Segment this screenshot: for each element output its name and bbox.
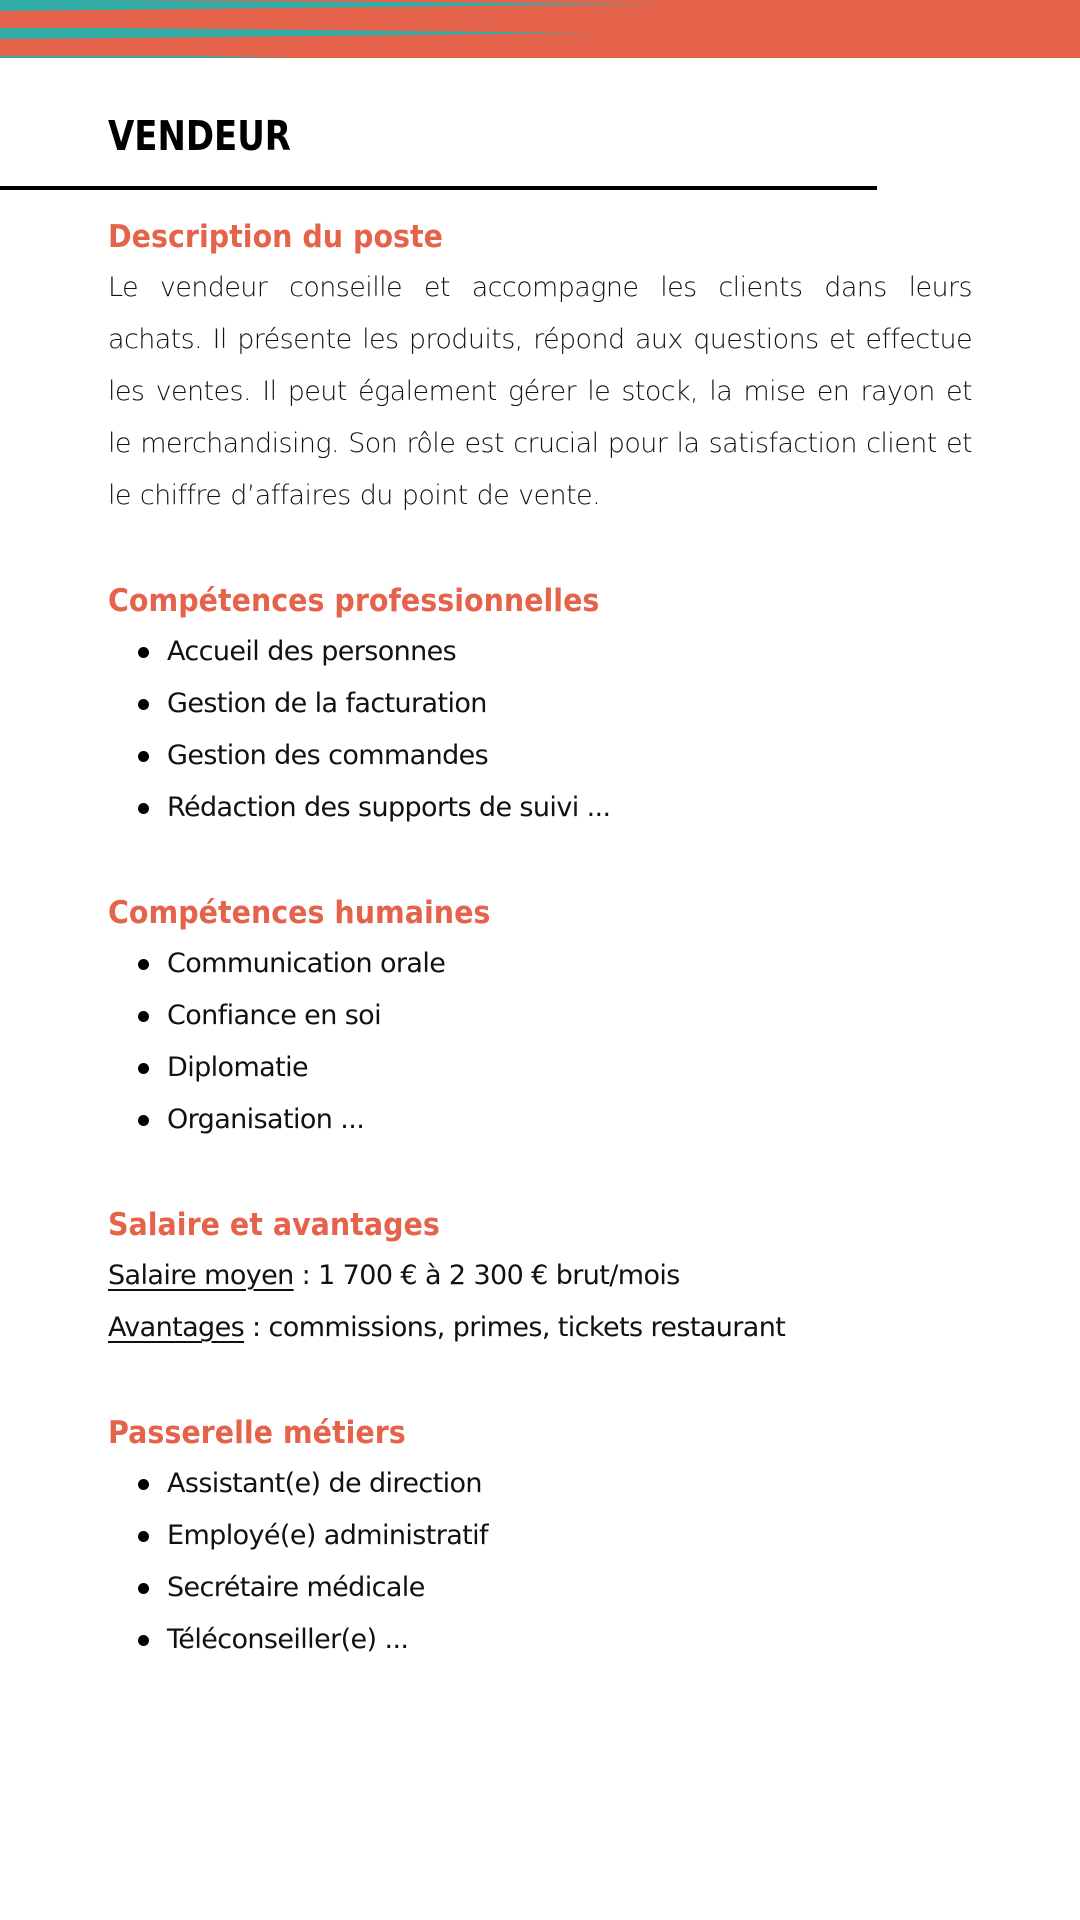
list-item: Rédaction des supports de suivi ... — [108, 782, 972, 834]
professional-skills-list — [108, 626, 972, 834]
section-salary — [108, 1200, 972, 1354]
bullet-icon — [138, 1479, 149, 1490]
bullet-icon — [138, 803, 149, 814]
list-item: Communication orale — [108, 938, 972, 990]
title-divider — [0, 186, 877, 190]
section-career-bridges — [108, 1408, 972, 1666]
section-heading: Description du poste — [108, 219, 444, 255]
bullet-icon — [138, 1063, 149, 1074]
list-item: Organisation ... — [108, 1094, 972, 1146]
salary-line — [108, 1250, 972, 1302]
bullet-icon — [138, 1583, 149, 1594]
page-title: VENDEUR — [108, 112, 291, 160]
bullet-icon — [138, 647, 149, 658]
list-item: Diplomatie — [108, 1042, 972, 1094]
list-item: Téléconseiller(e) ... — [108, 1614, 972, 1666]
salary-label: Salaire moyen — [108, 1260, 294, 1291]
list-item: Confiance en soi — [108, 990, 972, 1042]
bullet-icon — [138, 1011, 149, 1022]
bullet-icon — [138, 699, 149, 710]
section-description — [108, 212, 972, 522]
description-text: Le vendeur conseille et accompagne les clients dans leurs achats. Il présente les produits, répond aux questions et effectue les ventes. Il peut également gérer le stock, la mise en rayon et le merchandising. Son rôle est crucial pour la satisfaction client et le chiffre d’affaires du point de vente. — [108, 272, 972, 511]
bullet-icon — [138, 751, 149, 762]
list-item: Assistant(e) de direction — [108, 1458, 972, 1510]
benefits-label: Avantages — [108, 1312, 245, 1343]
bullet-icon — [138, 1531, 149, 1542]
section-heading: Salaire et avantages — [108, 1207, 440, 1243]
bullet-icon — [138, 959, 149, 970]
section-human-skills — [108, 888, 972, 1146]
list-item: Accueil des personnes — [108, 626, 972, 678]
list-item: Employé(e) administratif — [108, 1510, 972, 1562]
section-heading: Compétences professionnelles — [108, 583, 600, 619]
list-item: Gestion de la facturation — [108, 678, 972, 730]
section-heading: Passerelle métiers — [108, 1415, 406, 1451]
human-skills-list — [108, 938, 972, 1146]
decorative-stripes-icon — [0, 0, 1080, 58]
benefits-value: : commissions, primes, tickets restaurant — [244, 1312, 786, 1343]
header-band — [0, 0, 1080, 58]
bullet-icon — [138, 1635, 149, 1646]
career-bridges-list — [108, 1458, 972, 1666]
section-professional-skills — [108, 576, 972, 834]
list-item: Gestion des commandes — [108, 730, 972, 782]
salary-value: : 1 700 € à 2 300 € brut/mois — [293, 1260, 680, 1291]
list-item: Secrétaire médicale — [108, 1562, 972, 1614]
section-heading: Compétences humaines — [108, 895, 491, 931]
bullet-icon — [138, 1115, 149, 1126]
benefits-line — [108, 1302, 972, 1354]
job-sheet-content — [108, 212, 972, 1666]
